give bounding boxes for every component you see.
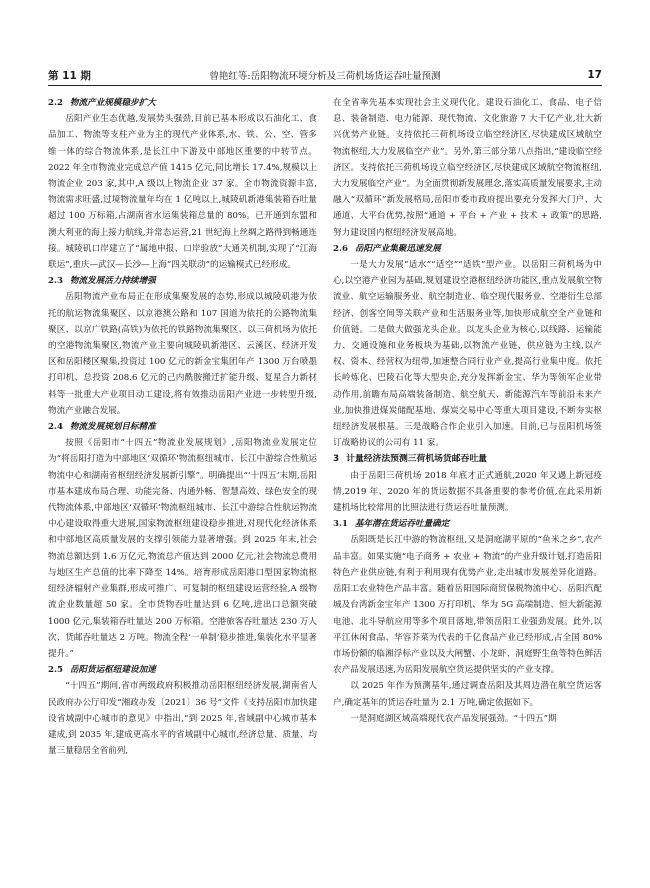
section-2-2-paragraph: 岳阳产业生态优越,发展势头强劲,目前已基本形成以石油化工、食品加工、物流等支柱产业为主的现代产业体系,水、铁、公、空、管多维一体的综合物流体系,是长江中下游及中部地区重要的中转节点。2022 年全市物流业完成总产值 1415 亿元,同比增长 17.4%,规模以上物流企业 203 家,其中,A 级以上物流企业 37 家。全市物流资源丰富,物流需求旺盛,过境物流量年均在 1 亿吨以上,城陵矶新港集装箱吞吐量超过 100 万标箱,占湖南省水运集装箱总量的 80%。已开通到东盟和澳大利亚的海上接力航线,并常态运营,21 世纪海上丝绸之路得到畅通连接。城陵矶口岸建立了“属地申报、口岸验放”大通关机制,实现了“江海联运”,重庆—武汉—长沙—上海“四关联动”的运输模式已经形成。 xyxy=(48,114,317,271)
running-title: 曾艳红等:岳阳物流环境分析及三荷机场货运吞吐量预测 xyxy=(209,71,441,82)
section-2-6-paragraph: 一是大力发展“适水”“适空”“适铁”型产业。以岳阳三荷机场为中心,以空港产业园为基础,规划建设空港枢纽经济功能区,重点发展航空物流业、航空运输服务业、航空制造业、临空现代服务业、空港衍生总部经济、创客空间等关联产业和生活服务业等,加快形成航空全产业链和价值链。二是做大做强龙头企业。以龙头企业为核心,以线路、运输能力、交通设施和业务板块为基础,以物流产业链、供应链为主线,以产权、资本、经营权为纽带,加速整合同行业产业,提高行业集中度。依托长岭炼化、巴陵石化等大型央企,充分发挥新金宝、华为等领军企业带动作用,前瞻布局高端装备制造、航空航天、新能源汽车等前沿未来产业,加快推进煤炭储配基地、煤炭交易中心等重大项目建设,不断夯实枢纽经济发展根基。三是战略合作企业引入加速。目前,已与岳阳机场签订战略协议的公司有 11 家。 xyxy=(333,260,602,449)
section-2-3-heading: 2.3 物流发展活力持续增强 xyxy=(48,276,156,287)
section-2-5-paragraph-continued: 在全省率先基本实现社会主义现代化。建设石油化工、食品、电子信息、装备制造、电力能源、现代物流、文化旅游 7 大千亿产业,壮大新兴优势产业链。支持依托三荷机场设立临空经济区,尽快建成区域航空物流枢纽,大力发展临空产业”。另外,第三部分第八点指出,“建设临空经济区。支持依托三荷机场设立临空经济区,尽快建成区域航空物流枢纽,大力发展临空产业”。为全面贯彻新发展理念,落实高质量发展要求,主动融入“双循环”新发展格局,岳阳市委市政府提出要充分发挥大门户、大通道、大平台优势,按照“通道 + 平台 + 产业 + 技术 + 政策”的思路,努力建设国内枢纽经济发展高地。 xyxy=(333,98,602,238)
section-2-5-paragraph: “十四五”期间,省市两级政府积极推动岳阳枢纽经济发展,湖南省人民政府办公厅印发“湘政办发〔2021〕36 号”文件《支持岳阳市加快建设省域副中心城市的意见》中指出,“到 2025 年,省域副中心城市基本建成,到 2035 年,建成更高水平的省域副中心城市,经济总量、质量、均量三量稳居全省前列, xyxy=(48,681,317,757)
section-3-1-paragraph-2: 以 2025 年作为预测基年,通过调查岳阳及其周边潜在航空货运客户,确定基年的货运吞吐量为 2.1 万吨,确定依据如下。 xyxy=(333,681,602,708)
section-3-heading: 3 计量经济法预测三荷机场货邮吞吐量 xyxy=(333,454,487,465)
section-3-1-paragraph-1: 岳阳既是长江中游的物流枢纽,又是洞庭湖平原的“鱼米之乡”,农产品丰富。如果实施“电子商务 + 农业 + 物流”的产业升级计划,打造岳阳特色产业供应链,有利于利用现有优势产业,走出城市发展差异化道路。岳阳工农业特色产品丰富。随着岳阳国际商贸保税物流中心、岳阳汽配城及台湾新金宝年产 1300 万打印机、华为 5G 高端制造、恒大新能源电池、北斗导航应用等多个项目落地,带领岳阳工业强劲发展。此外,以平江休闲食品、华容芥菜为代表的千亿食品产业已经形成,占全国 80% 市场份额的临湘浮标产业以及大闸蟹、小龙虾、洞庭野生鱼等特色鲜活农产品发展迅速,为岳阳发展航空货运提供坚实的产业支撑。 xyxy=(333,535,602,676)
section-2-2-heading: 2.2 物流产业规模稳步扩大 xyxy=(48,98,156,108)
issue-number: 第 11 期 xyxy=(48,69,91,82)
section-2-4-paragraph: 按照《岳阳市“十四五”物流业发展规划》,岳阳物流业发展定位为“将岳阳打造为中部地区‘双循环’物流枢纽城市、长江中游综合性航运物流中心和湖南省枢纽经济发展新引擎”。明确提出“‘十四五’末期,岳阳市基本建成布局合理、功能完备、内通外畅、智慧高效、绿色安全的现代物流体系,中部地区‘双循环’物流枢纽城市、长江中游综合性航运物流中心建设取得重大进展,国家物流枢纽建设稳步推进,对现代化经济体系和中部地区高质量发展的支撑引领能力显著增强。到 2025 年末,社会物流总额达到 1.6 万亿元,物流总产值达到 2000 亿元,社会物流总费用与地区生产总值的比率下降至 14%。培育形成岳阳港口型国家物流枢纽经济辐射产业集群,形成可推广、可复制的枢纽建设运营经验,A 级物流企业数量超 50 家。全市货物吞吐量达到 6 亿吨,进出口总额突破 1000 亿元,集装箱吞吐量达 200 万标箱。空港旅客吞吐量达 230 万人次、货邮吞吐量达 2 万吨。物流全程‘一单制’稳步推进,集装化水平显著提升。” xyxy=(48,438,317,659)
running-header xyxy=(48,66,602,84)
section-2-6-heading: 2.6 岳阳产业集聚迅速发展 xyxy=(333,243,441,254)
section-3-1-heading: 3.1 基年潜在货运吞吐量确定 xyxy=(333,519,450,530)
header-rule xyxy=(48,85,602,86)
section-2-4-heading: 2.4 物流发展规划目标精准 xyxy=(48,422,156,433)
section-3-1-paragraph-3: 一是洞庭湖区域高端现代农产品发展强劲。“十四五”期 xyxy=(350,713,557,724)
right-column xyxy=(333,95,602,870)
left-column xyxy=(48,95,317,870)
page-number: 17 xyxy=(587,69,602,81)
article-body xyxy=(48,95,602,870)
section-2-5-heading: 2.5 岳阳货运枢纽建设加速 xyxy=(48,665,156,676)
section-3-paragraph: 由于岳阳三荷机场 2018 年底才正式通航,2020 年又遇上新冠疫情,2019 年、2020 年的货运数据不具备重要的参考价值,在此采用新建机场比较常用的比照法进行货运吞吐量预测。 xyxy=(333,470,602,514)
section-2-3-paragraph: 岳阳物流产业布局正在形成集聚发展的态势,形成以城陵矶港为依托的航运物流集聚区、以京港澳公路和 107 国道为依托的公路物流集聚区、以京广铁路(高铁)为依托的铁路物流集聚区、以三荷机场为依托的空港物流集聚区,物流产业主要向城陵矶新港区、云溪区、经济开发区和岳阳楼区聚集,投资过 100 亿元的新金宝集团年产 1300 万台喷墨打印机、总投资 208.6 亿元的己内酰胺搬迁扩能升级、复星合力新材料等一批重大产业项目动工建设,将有效推动岳阳产业进一步转型升级,物流产业融合发展。 xyxy=(48,292,317,416)
